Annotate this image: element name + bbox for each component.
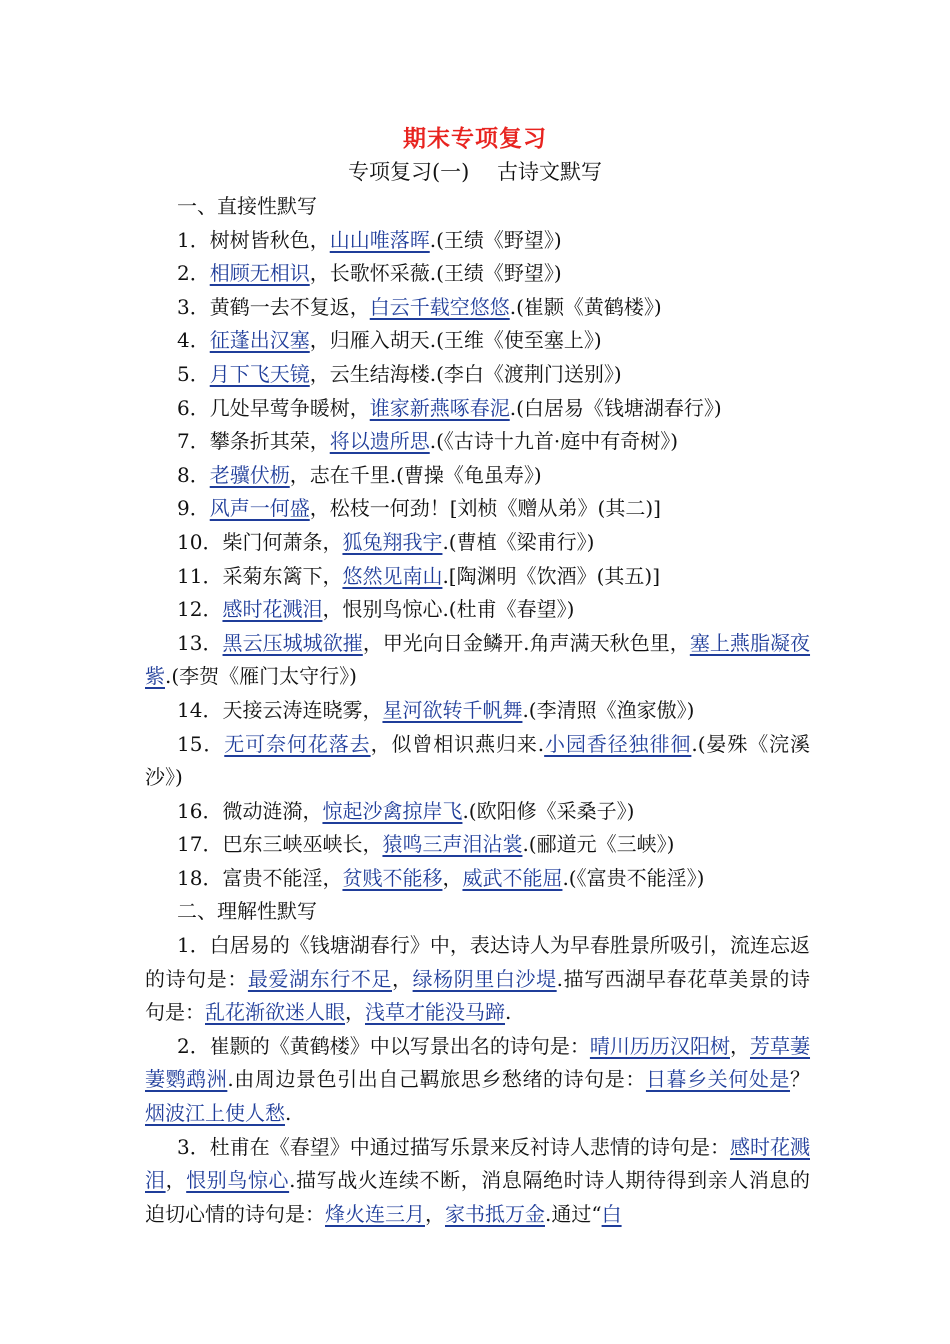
section-heading-direct: 一、直接性默写 bbox=[177, 194, 317, 218]
answer-blank: 猿鸣三声泪沾裳 bbox=[382, 832, 523, 857]
answer-blank: 相顾无相识 bbox=[209, 261, 310, 286]
answer-blank: 白云千载空悠悠 bbox=[369, 294, 510, 319]
recall-item: 2．相顾无相识，长歌怀采薇.(王绩《野望》) bbox=[177, 261, 562, 286]
answer-blank: 日暮乡关何处是 bbox=[645, 1067, 791, 1092]
answer-blank: 乱花渐欲迷人眼 bbox=[205, 1000, 345, 1025]
answer-blank: 浅草才能没马蹄 bbox=[365, 1000, 505, 1025]
answer-blank: 晴川历历汉阳树 bbox=[589, 1033, 730, 1058]
recall-item: 1．树树皆秋色，山山唯落晖.(王绩《野望》) bbox=[177, 227, 562, 252]
answer-blank: 家书抵万金 bbox=[445, 1201, 545, 1226]
comprehension-question-2: 2．崔颢的《黄鹤楼》中以写景出名的诗句是：晴川历历汉阳树，芳草萋萋鹦鹉洲.由周边景色引出自己羁旅思乡愁绪的诗句是：日暮乡关何处是？烟波江上使人愁. bbox=[145, 1033, 811, 1126]
recall-item: 17．巴东三峡巫峡长，猿鸣三声泪沾裳.(郦道元《三峡》) bbox=[177, 832, 675, 857]
answer-blank: 烽火连三月 bbox=[325, 1201, 425, 1226]
answer-blank: 山山唯落晖 bbox=[329, 227, 430, 252]
answer-blank: 悠然见南山 bbox=[342, 563, 443, 588]
answer-blank: 老骥伏枥 bbox=[209, 462, 290, 487]
recall-item: 16．微动涟漪，惊起沙禽掠岸飞.(欧阳修《采桑子》) bbox=[177, 798, 635, 823]
recall-item: 15．无可奈何花落去，似曾相识燕归来.小园香径独徘徊.(晏殊《浣溪沙》) bbox=[145, 731, 811, 790]
direct-recall-list bbox=[145, 224, 810, 896]
answer-blank: 塞上燕脂凝夜紫 bbox=[145, 630, 811, 689]
answer-blank: 月下飞天镜 bbox=[209, 361, 310, 386]
comprehension-question-3: 3．杜甫在《春望》中通过描写乐景来反衬诗人悲情的诗句是：感时花溅泪，恨别鸟惊心.描写战火连续不断，消息隔绝时诗人期待得到亲人消息的迫切心情的诗句是：烽火连三月，家书抵万金.通过“白 bbox=[145, 1134, 811, 1226]
answer-blank: 谁家新燕啄春泥 bbox=[369, 395, 510, 420]
answer-blank: 将以遗所思 bbox=[329, 429, 430, 454]
recall-item: 18．富贵不能淫，贫贱不能移，威武不能屈.(《富贵不能淫》) bbox=[177, 865, 705, 890]
recall-item: 5．月下飞天镜，云生结海楼.(李白《渡荆门送别》) bbox=[177, 361, 622, 386]
recall-item: 10．柴门何萧条，狐兔翔我宇.(曹植《梁甫行》) bbox=[177, 529, 595, 554]
answer-blank: 星河欲转千帆舞 bbox=[382, 697, 523, 722]
answer-blank: 最爱湖东行不足 bbox=[247, 966, 392, 991]
answer-blank: 风声一何盛 bbox=[209, 496, 310, 521]
section-heading-comprehension: 二、理解性默写 bbox=[177, 899, 317, 924]
recall-item: 3．黄鹤一去不复返，白云千载空悠悠.(崔颢《黄鹤楼》) bbox=[177, 294, 662, 319]
comprehension-question-1: 1．白居易的《钱塘湖春行》中，表达诗人为早春胜景所吸引，流连忘返的诗句是：最爱湖东行不足，绿杨阴里白沙堤.描写西湖早春花草美景的诗句是：乱花渐欲迷人眼，浅草才能没马蹄. bbox=[145, 933, 811, 1025]
recall-item: 7．攀条折其荣，将以遗所思.(《古诗十九首·庭中有奇树》) bbox=[177, 429, 679, 454]
recall-item: 14．天接云涛连晓雾，星河欲转千帆舞.(李清照《渔家傲》) bbox=[177, 697, 695, 722]
answer-blank: 恨别鸟惊心 bbox=[186, 1168, 290, 1193]
recall-item: 6．几处早莺争暖树，谁家新燕啄春泥.(白居易《钱塘湖春行》) bbox=[177, 395, 722, 420]
doc-subtitle: 专项复习(一) 古诗文默写 bbox=[347, 160, 603, 184]
answer-blank: 威武不能屈 bbox=[462, 865, 563, 890]
answer-blank: 征蓬出汉塞 bbox=[209, 328, 310, 353]
answer-blank: 无可奈何花落去 bbox=[224, 731, 371, 756]
doc-body bbox=[145, 190, 810, 1231]
recall-item: 9．风声一何盛，松枝一何劲！[刘桢《赠从弟》(其二)] bbox=[177, 496, 661, 521]
answer-blank: 惊起沙禽掠岸飞 bbox=[322, 798, 463, 823]
answer-blank: 感时花溅泪 bbox=[222, 597, 323, 622]
recall-item: 12．感时花溅泪，恨别鸟惊心.(杜甫《春望》) bbox=[177, 597, 575, 622]
recall-item: 4．征蓬出汉塞，归雁入胡天.(王维《使至塞上》) bbox=[177, 328, 602, 353]
answer-blank: 绿杨阴里白沙堤 bbox=[412, 966, 557, 991]
answer-blank: 小园香径独徘徊 bbox=[544, 731, 692, 756]
answer-blank: 芳草萋萋鹦鹉洲 bbox=[145, 1033, 811, 1092]
answer-blank: 感时花溅泪 bbox=[145, 1134, 810, 1193]
answer-blank: 狐兔翔我宇 bbox=[342, 529, 443, 554]
recall-item: 8．老骥伏枥，志在千里.(曹操《龟虽寿》) bbox=[177, 462, 542, 487]
answer-blank: 白 bbox=[601, 1201, 622, 1226]
answer-blank: 黑云压城城欲摧 bbox=[222, 630, 363, 655]
recall-item: 11．采菊东篱下，悠然见南山.[陶渊明《饮酒》(其五)] bbox=[177, 563, 661, 588]
answer-blank: 烟波江上使人愁 bbox=[145, 1101, 285, 1126]
recall-item: 13．黑云压城城欲摧，甲光向日金鳞开.角声满天秋色里，塞上燕脂凝夜紫.(李贺《雁门太守行》) bbox=[145, 630, 811, 689]
answer-blank: 贫贱不能移 bbox=[342, 865, 443, 890]
doc-title: 期末专项复习 bbox=[403, 125, 547, 152]
